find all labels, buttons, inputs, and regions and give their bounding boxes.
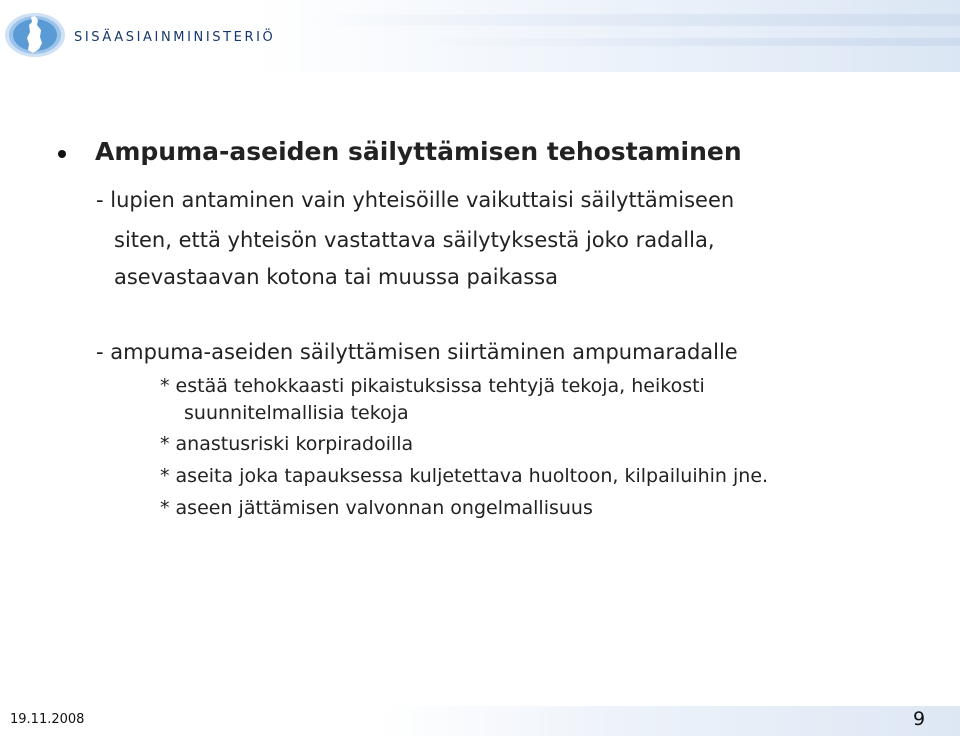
header-decoration — [300, 14, 960, 26]
footer-gradient-band — [380, 706, 960, 736]
sub-point-line: * anastusriski korpiradoilla — [160, 433, 414, 455]
point-line: - ampuma-aseiden säilyttämisen siirtäminen ampumaradalle — [96, 340, 738, 364]
sub-point-line: suunnitelmallisia tekoja — [184, 402, 409, 424]
point-line: asevastaavan kotona tai muussa paikassa — [114, 265, 558, 289]
header-gradient-band — [250, 0, 960, 72]
footer-date: 19.11.2008 — [10, 712, 85, 727]
page-number: 9 — [913, 708, 926, 730]
bullet-point — [58, 150, 66, 158]
header-decoration — [420, 38, 960, 46]
finland-map-logo-icon — [4, 12, 66, 58]
slide-title: Ampuma-aseiden säilyttämisen tehostaminen — [95, 137, 742, 166]
sub-point-line: * estää tehokkaasti pikaistuksissa tehtyjä tekoja, heikosti — [160, 375, 705, 397]
point-line: siten, että yhteisön vastattava säilytyksestä joko radalla, — [114, 228, 715, 252]
point-line: - lupien antaminen vain yhteisöille vaikuttaisi säilyttämiseen — [96, 188, 735, 212]
ministry-name: SISÄASIAINMINISTERIÖ — [74, 30, 276, 45]
sub-point-line: * aseen jättämisen valvonnan ongelmallisuus — [160, 497, 593, 519]
sub-point-line: * aseita joka tapauksessa kuljetettava huoltoon, kilpailuihin jne. — [160, 465, 769, 487]
